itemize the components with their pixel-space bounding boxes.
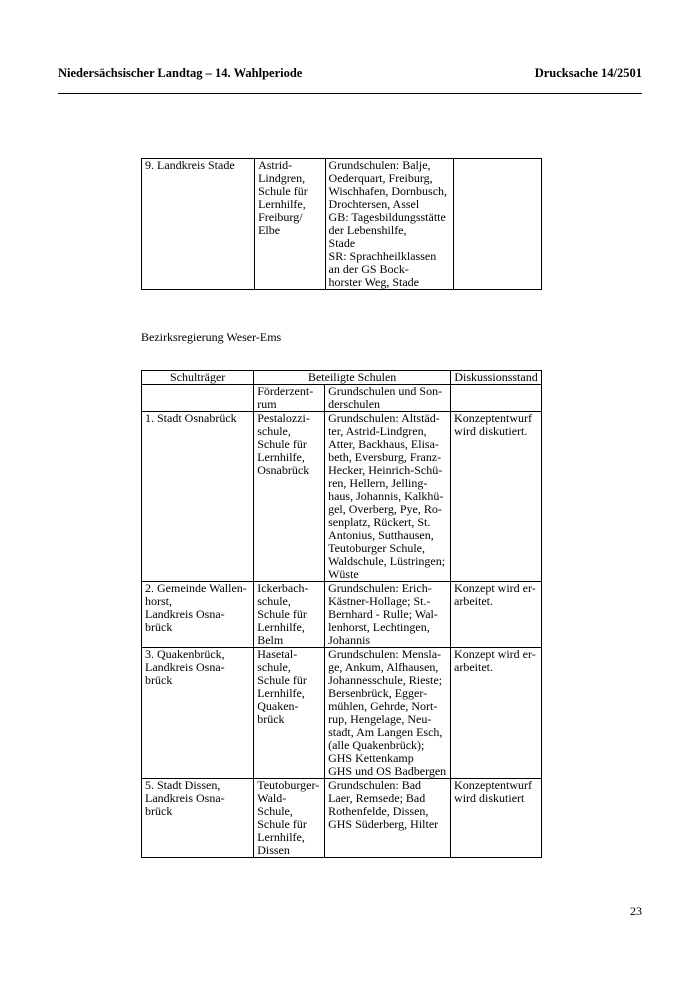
table-cell [453,159,541,290]
column-header-grundschulen: Grundschulen und Son- derschulen [325,385,451,412]
table-landkreis-stade [141,158,542,290]
table-row [142,779,542,858]
table-cell: 9. Landkreis Stade [142,159,255,290]
column-header-foerderzentrum: Förderzent- rum [254,385,325,412]
table-cell: Pestalozzi- schule, Schule für Lernhilfe, Osnabrück [254,412,325,582]
table-cell: Konzept wird er- arbeitet. [451,648,542,779]
table-cell: Grundschulen: Erich- Kästner-Hollage; St.- Bernhard - Rulle; Wal- lenhorst, Lechtingen, Johannis [325,582,451,648]
table-cell: 3. Quakenbrück, Landkreis Osna- brück [142,648,254,779]
table-cell [142,385,254,412]
table-cell: Konzeptentwurf wird diskutiert [451,779,542,858]
table-cell: 1. Stadt Osnabrück [142,412,254,582]
table-cell: 2. Gemeinde Wallen- horst, Landkreis Osna- brück [142,582,254,648]
column-header-diskussionsstand: Diskussionsstand [451,371,542,385]
table-cell: 5. Stadt Dissen, Landkreis Osna- brück [142,779,254,858]
header-left-title: Niedersächsischer Landtag – 14. Wahlperiode [58,66,303,80]
table-cell: Grundschulen: Altstäd- ter, Astrid-Lindgren, Atter, Backhaus, Elisa- beth, Eversburg, Franz- Hecker, Heinrich-Schü- ren, Hellern, Jelling- haus, Johannis, Kalkhü- gel, Overberg, Pye, Ro- senplatz, Rückert, St. Antonius, Sutthausen, Teutoburger Schule, Waldschule, Lüstringen; Wüste [325,412,451,582]
table-cell: Konzeptentwurf wird diskutiert. [451,412,542,582]
table-header-row [142,371,542,385]
table-cell: Grundschulen: Bad Laer, Remsede; Bad Rothenfelde, Dissen, GHS Süderberg, Hilter [325,779,451,858]
table-row [142,582,542,648]
table-cell: Ickerbach- schule, Schule für Lernhilfe, Belm [254,582,325,648]
column-header-beteiligte-schulen: Beteiligte Schulen [254,371,451,385]
table-weser-ems [141,370,542,858]
table-row [142,159,542,290]
table-cell: Hasetal- schule, Schule für Lernhilfe, Quaken- brück [254,648,325,779]
section-title: Bezirksregierung Weser-Ems [141,330,282,344]
table-cell: Grundschulen: Balje, Oederquart, Freiburg, Wischhafen, Dornbusch, Drochtersen, Assel GB: Tagesbildungsstätte der Lebenshilfe, Stade SR: Sprachheilklassen an der GS Bock- horster Weg, Stade [325,159,453,290]
table-cell [451,385,542,412]
table-row [142,412,542,582]
header-document-number: Drucksache 14/2501 [534,66,642,80]
header-rule [58,93,642,94]
page-number: 23 [630,904,642,918]
column-header-schultraeger: Schulträger [142,371,254,385]
table-row [142,648,542,779]
table-cell: Teutoburger- Wald- Schule, Schule für Lernhilfe, Dissen [254,779,325,858]
table-subheader-row [142,385,542,412]
table-cell: Astrid- Lindgren, Schule für Lernhilfe, Freiburg/ Elbe [255,159,325,290]
table-cell: Konzept wird er- arbeitet. [451,582,542,648]
table-cell: Grundschulen: Mensla- ge, Ankum, Alfhausen, Johannesschule, Rieste; Bersenbrück, Egger- mühlen, Gehrde, Nort- rup, Hengelage, Neu- stadt, Am Langen Esch, (alle Quakenbrück); GHS Kettenkamp GHS und OS Badbergen [325,648,451,779]
